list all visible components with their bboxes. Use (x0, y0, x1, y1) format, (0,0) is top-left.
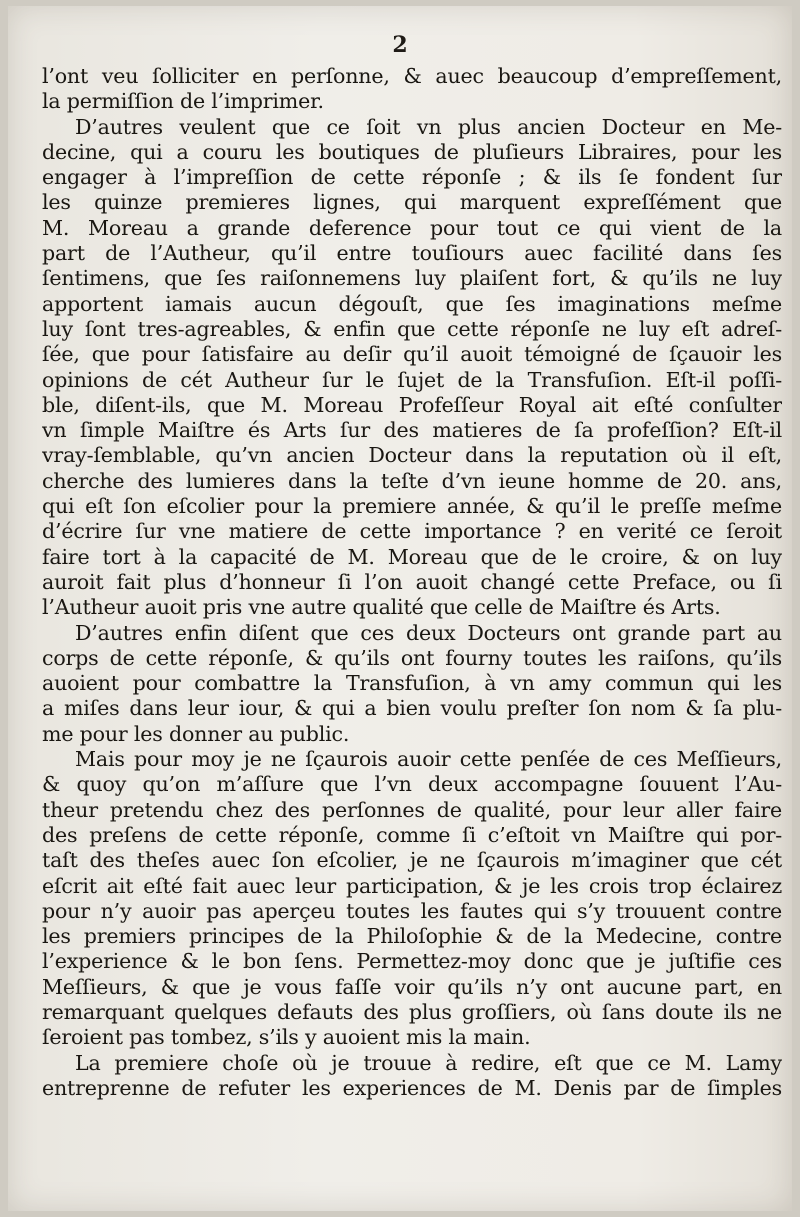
text-line: a miſes dans leur iour, & qui a bien voulu preſter ſon nom & ſa plu- (42, 696, 782, 721)
text-line: part de l’Autheur, qu’il entre touſiours auec facilité dans ſes (42, 241, 782, 266)
text-line: engager à l’impreſſion de cette réponſe ; & ils ſe fondent ſur (42, 165, 782, 190)
text-line: La premiere choſe où je trouue à redire, eſt que ce M. Lamy (75, 1050, 782, 1075)
text-line: M. Moreau a grande deference pour tout ce qui vient de la (42, 215, 782, 240)
text-line: ſentimens, que ſes raiſonnemens luy plaiſent fort, & qu’ils ne luy (42, 266, 782, 291)
body-text (42, 64, 782, 1101)
text-line: Meſſieurs, & que je vous faſſe voir qu’ils n’y ont aucune part, en (42, 974, 782, 999)
text-line: eſcrit ait eſté fait auec leur participation, & je les crois trop éclairez (42, 873, 782, 898)
text-line: & quoy qu’on m’aſſure que l’vn deux accompagne ſouuent l’Au- (42, 772, 782, 797)
text-line: corps de cette réponſe, & qu’ils ont fourny toutes les raiſons, qu’ils (42, 645, 782, 670)
book-page (8, 6, 792, 1211)
text-line: auoient pour combattre la Transfuſion, à vn amy commun qui les (42, 671, 782, 696)
text-line: des preſens de cette réponſe, comme ſi c’eſtoit vn Maiſtre qui por- (42, 822, 782, 847)
text-line: theur pretendu chez des perſonnes de qualité, pour leur aller faire (42, 797, 782, 822)
text-line: l’ont veu ſolliciter en perſonne, & auec beaucoup d’empreſſement, (42, 64, 782, 88)
text-line: qui eſt ſon eſcolier pour la premiere année, & qu’il le preſſe meſme (42, 494, 782, 519)
text-line: ſée, que pour ſatisfaire au deſir qu’il auoit témoigné de ſçauoir les (42, 342, 782, 367)
text-line: vray-ſemblable, qu’vn ancien Docteur dans la reputation où il eſt, (42, 443, 782, 468)
text-line: ſeroient pas tombez, s’ils y auoient mis la main. (42, 1025, 531, 1050)
text-line: me pour les donner au public. (42, 721, 350, 746)
text-line: auroit fait plus d’honneur ſi l’on auoit changé cette Preface, ou ſi (42, 569, 782, 594)
text-line: d’écrire ſur vne matiere de cette importance ? en verité ce ſeroit (42, 519, 782, 544)
text-line: faire tort à la capacité de M. Moreau que de le croire, & on luy (42, 544, 782, 569)
text-line: l’Autheur auoit pris vne autre qualité que celle de Maiſtre és Arts. (42, 595, 721, 620)
text-line: remarquant quelques defauts des plus groſſiers, où ſans doute ils ne (42, 999, 782, 1024)
text-line: D’autres enfin diſent que ces deux Docteurs ont grande part au (75, 620, 782, 645)
text-line: cherche des lumieres dans la teſte d’vn ieune homme de 20. ans, (42, 468, 782, 493)
text-line: pour n’y auoir pas aperçeu toutes les fautes qui s’y trouuent contre (42, 898, 782, 923)
text-line: taſt des theſes auec ſon eſcolier, je ne ſçaurois m’imaginer que cét (42, 848, 782, 873)
text-line: les premiers principes de la Philoſophie & de la Medecine, contre (42, 924, 782, 949)
text-line: D’autres veulent que ce ſoit vn plus ancien Docteur en Me- (75, 114, 782, 139)
text-line: entreprenne de refuter les experiences de M. Denis par de ſimples (42, 1075, 782, 1100)
text-line: l’experience & le bon ſens. Permettez-moy donc que je juſtifie ces (42, 949, 782, 974)
text-line: Mais pour moy je ne ſçaurois auoir cette penſée de ces Meſſieurs, (75, 747, 782, 772)
text-line: la permiſſion de l’imprimer. (42, 89, 324, 114)
text-line: decine, qui a couru les boutiques de pluſieurs Libraires, pour les (42, 139, 782, 164)
text-line: apportent iamais aucun dégouſt, que ſes imaginations meſme (42, 291, 782, 316)
text-line: vn ſimple Maiſtre és Arts ſur des matieres de ſa profeſſion? Eſt-il (42, 418, 782, 443)
text-line: opinions de cét Autheur ſur le ſujet de la Transfuſion. Eſt-il poſſi- (42, 367, 782, 392)
text-line: luy ſont tres-agreables, & enfin que cette réponſe ne luy eſt adreſ- (42, 316, 782, 341)
page-number: 2 (392, 32, 408, 58)
text-line: ble, diſent-ils, que M. Moreau Profeſſeur Royal ait eſté conſulter (42, 392, 782, 417)
text-line: les quinze premieres lignes, qui marquent expreſſément que (42, 190, 782, 215)
